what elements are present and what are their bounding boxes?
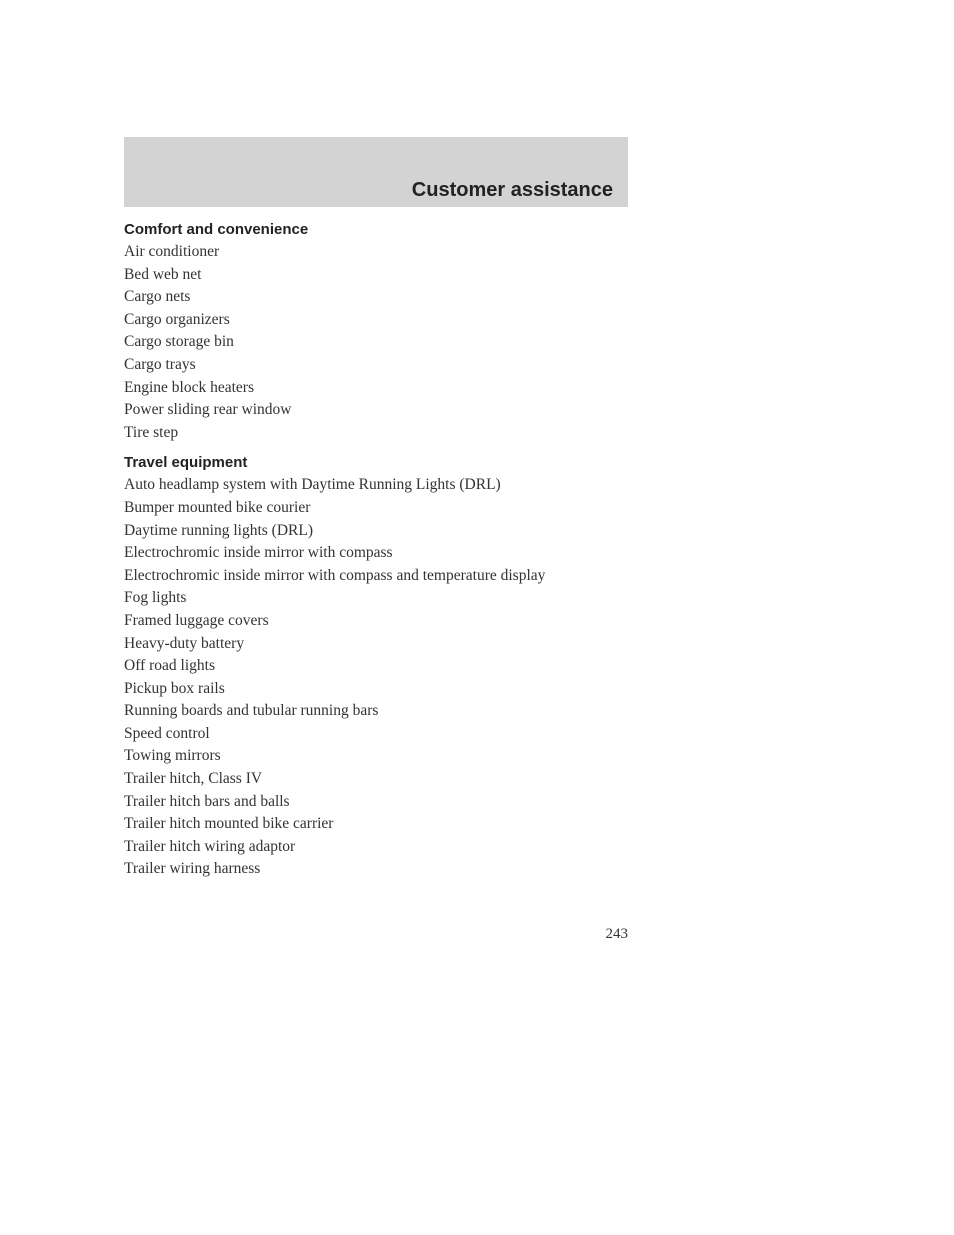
list-item: Running boards and tubular running bars: [124, 702, 379, 720]
list-item: Daytime running lights (DRL): [124, 521, 313, 539]
page-number: 243: [605, 926, 628, 942]
list-item: Cargo organizers: [124, 310, 230, 328]
list-item: Bumper mounted bike courier: [124, 498, 311, 516]
list-item: Trailer hitch bars and balls: [124, 792, 290, 810]
list-item: Pickup box rails: [124, 679, 225, 697]
list-item: Cargo trays: [124, 355, 196, 373]
list-item: Engine block heaters: [124, 378, 254, 396]
travel-item-list: [124, 474, 628, 881]
list-item: Trailer wiring harness: [124, 860, 261, 878]
list-item: Fog lights: [124, 589, 187, 607]
list-item: Bed web net: [124, 265, 202, 283]
list-item: Electrochromic inside mirror with compass and temperature display: [124, 566, 546, 584]
list-item: Trailer hitch wiring adaptor: [124, 837, 296, 855]
chapter-title: Customer assistance: [411, 179, 613, 201]
list-item: Auto headlamp system with Daytime Running Lights (DRL): [124, 476, 501, 494]
list-item: Power sliding rear window: [124, 401, 292, 419]
list-item: Cargo nets: [124, 288, 191, 306]
section-heading-comfort: Comfort and convenience: [124, 221, 309, 238]
accessory-list-content: [124, 219, 628, 881]
list-item: Air conditioner: [124, 243, 220, 260]
comfort-item-list: [124, 241, 628, 444]
list-item: Cargo storage bin: [124, 333, 234, 351]
list-item: Trailer hitch mounted bike carrier: [124, 815, 334, 833]
list-item: Trailer hitch, Class IV: [124, 770, 263, 788]
list-item: Heavy-duty battery: [124, 634, 245, 652]
list-item: Off road lights: [124, 657, 215, 675]
list-item: Towing mirrors: [124, 747, 221, 765]
list-item: Speed control: [124, 724, 210, 742]
list-item: Framed luggage covers: [124, 611, 269, 629]
section-header-band: [124, 137, 628, 207]
list-item: Tire step: [124, 423, 179, 441]
section-heading-travel: Travel equipment: [124, 454, 248, 472]
list-item: Electrochromic inside mirror with compass: [124, 544, 393, 562]
